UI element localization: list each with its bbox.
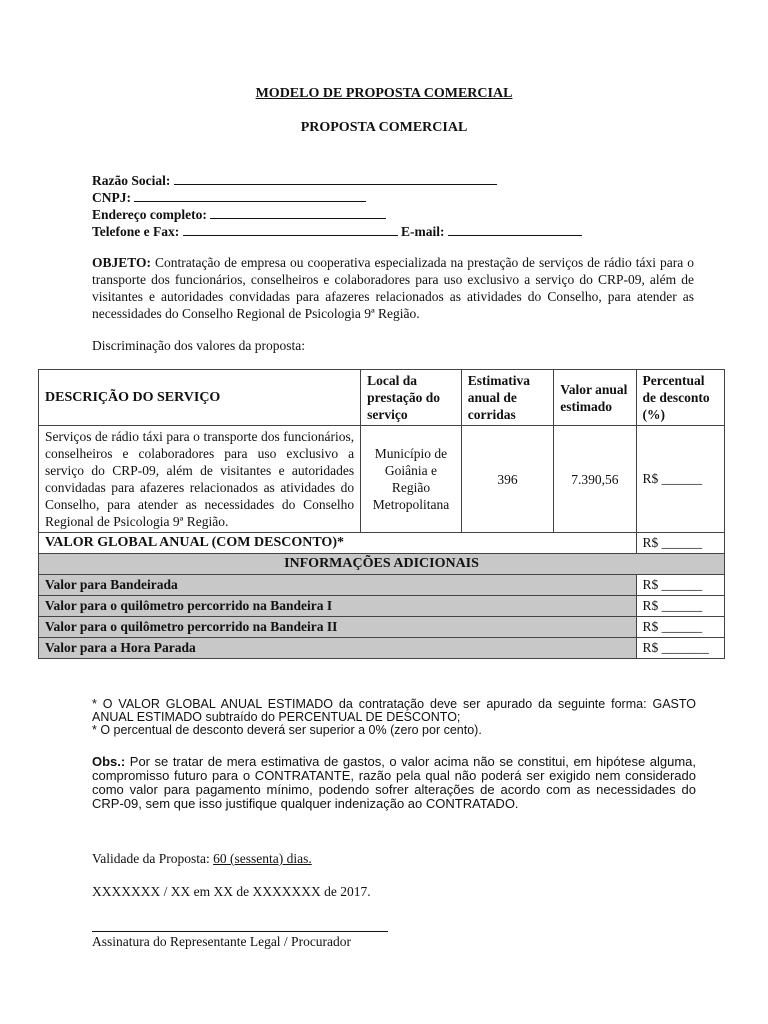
note-2: * O percentual de desconto deverá ser superior a 0% (zero por cento). xyxy=(92,723,482,737)
telefone-label: Telefone e Fax: xyxy=(92,224,180,239)
info-header: INFORMAÇÕES ADICIONAIS xyxy=(39,554,725,575)
objeto-paragraph xyxy=(92,254,694,322)
valor-global-label: VALOR GLOBAL ANUAL (COM DESCONTO)* xyxy=(39,533,637,554)
header-percentual: Percentual de desconto (%) xyxy=(636,370,724,426)
info-value: R$ ______ xyxy=(636,575,724,596)
row-descricao: Serviços de rádio táxi para o transporte dos funcionários, conselheiros e colaboradores para uso exclusivo a serviço do CRP-09, além de visitantes e autoridades convidadas para afazeres relacionados as atividades do Conselho, para atender as necessidades do Conselho Regional de Psicologia 9ª Região. xyxy=(39,426,361,533)
obs-text: Por se tratar de mera estimativa de gastos, o valor acima não se constitui, em hipótese alguma, compromisso futuro para o CONTRATANTE, razão pela qual não poderá ser exigido nem considerado como valor para pagamento mínimo, podendo sofrer alterações de acordo com as necessidades do CRP-09, sem que isso justifique qualquer indenização ao CONTRATADO. xyxy=(92,754,696,811)
info-row-hora-parada xyxy=(39,638,725,659)
info-row-bandeira-2 xyxy=(39,617,725,638)
info-label: Valor para o quilômetro percorrido na Bandeira I xyxy=(39,596,637,617)
validade-value: 60 (sessenta) dias. xyxy=(213,851,312,866)
razao-social-row xyxy=(92,172,582,189)
razao-social-label: Razão Social: xyxy=(92,173,171,188)
endereco-row xyxy=(92,206,582,223)
row-valor: 7.390,56 xyxy=(554,426,636,533)
info-value: R$ ______ xyxy=(636,596,724,617)
obs-paragraph xyxy=(92,755,696,811)
discriminacao-text: Discriminação dos valores da proposta: xyxy=(92,338,305,353)
row-estimativa: 396 xyxy=(461,426,553,533)
notes xyxy=(92,698,696,737)
telefone-row xyxy=(92,223,582,240)
note-1: * O VALOR GLOBAL ANUAL ESTIMADO da contratação deve ser apurado da seguinte forma: GASTO ANUAL ESTIMADO subtraído do PERCENTUAL DE DESCONTO; xyxy=(92,697,696,724)
info-value: R$ _______ xyxy=(636,638,724,659)
header-estimativa: Estimativa anual de corridas xyxy=(461,370,553,426)
email-line xyxy=(448,223,582,236)
obs-label: Obs.: xyxy=(92,754,126,769)
validade xyxy=(92,851,312,867)
validade-label: Validade da Proposta: xyxy=(92,851,210,866)
endereco-line xyxy=(210,206,386,219)
telefone-line xyxy=(183,223,398,236)
document-subtitle: PROPOSTA COMERCIAL xyxy=(300,120,468,135)
cnpj-row xyxy=(92,189,582,206)
local-data: XXXXXXX / XX em XX de XXXXXXX de 2017. xyxy=(92,884,371,899)
info-label: Valor para Bandeirada xyxy=(39,575,637,596)
proposal-table xyxy=(38,369,725,659)
razao-social-line xyxy=(174,172,497,185)
header-descricao: DESCRIÇÃO DO SERVIÇO xyxy=(39,370,361,426)
email-label: E-mail: xyxy=(400,224,445,239)
signature-line xyxy=(92,931,388,932)
cnpj-line xyxy=(134,189,366,202)
objeto-text: Contratação de empresa ou cooperativa especializada na prestação de serviços de rádio táxi para o transporte dos funcionários, conselheiros e colaboradores para uso exclusivo a serviço do CRP-09, além de visitantes e autoridades convidadas para afazeres relacionados as atividades do Conselho, para atender as necessidades do Conselho Regional de Psicologia 9ª Região. xyxy=(92,255,694,321)
info-header-row xyxy=(39,554,725,575)
endereco-label: Endereço completo: xyxy=(92,207,207,222)
objeto-label: OBJETO: xyxy=(92,255,152,270)
header-valor: Valor anual estimado xyxy=(554,370,636,426)
row-percentual: R$ ______ xyxy=(636,426,724,533)
company-fields xyxy=(92,172,582,240)
valor-global-row xyxy=(39,533,725,554)
valor-global-value: R$ ______ xyxy=(636,533,724,554)
info-label: Valor para o quilômetro percorrido na Bandeira II xyxy=(39,617,637,638)
info-value: R$ ______ xyxy=(636,617,724,638)
document-title: MODELO DE PROPOSTA COMERCIAL xyxy=(255,86,513,101)
cnpj-label: CNPJ: xyxy=(92,190,131,205)
info-row-bandeirada xyxy=(39,575,725,596)
info-row-bandeira-1 xyxy=(39,596,725,617)
row-local: Município de Goiânia e Região Metropolitana xyxy=(361,426,462,533)
info-label: Valor para a Hora Parada xyxy=(39,638,637,659)
signature-label: Assinatura do Representante Legal / Procurador xyxy=(92,934,352,949)
table-row xyxy=(39,426,725,533)
table-header-row xyxy=(39,370,725,426)
header-local: Local da prestação do serviço xyxy=(361,370,462,426)
